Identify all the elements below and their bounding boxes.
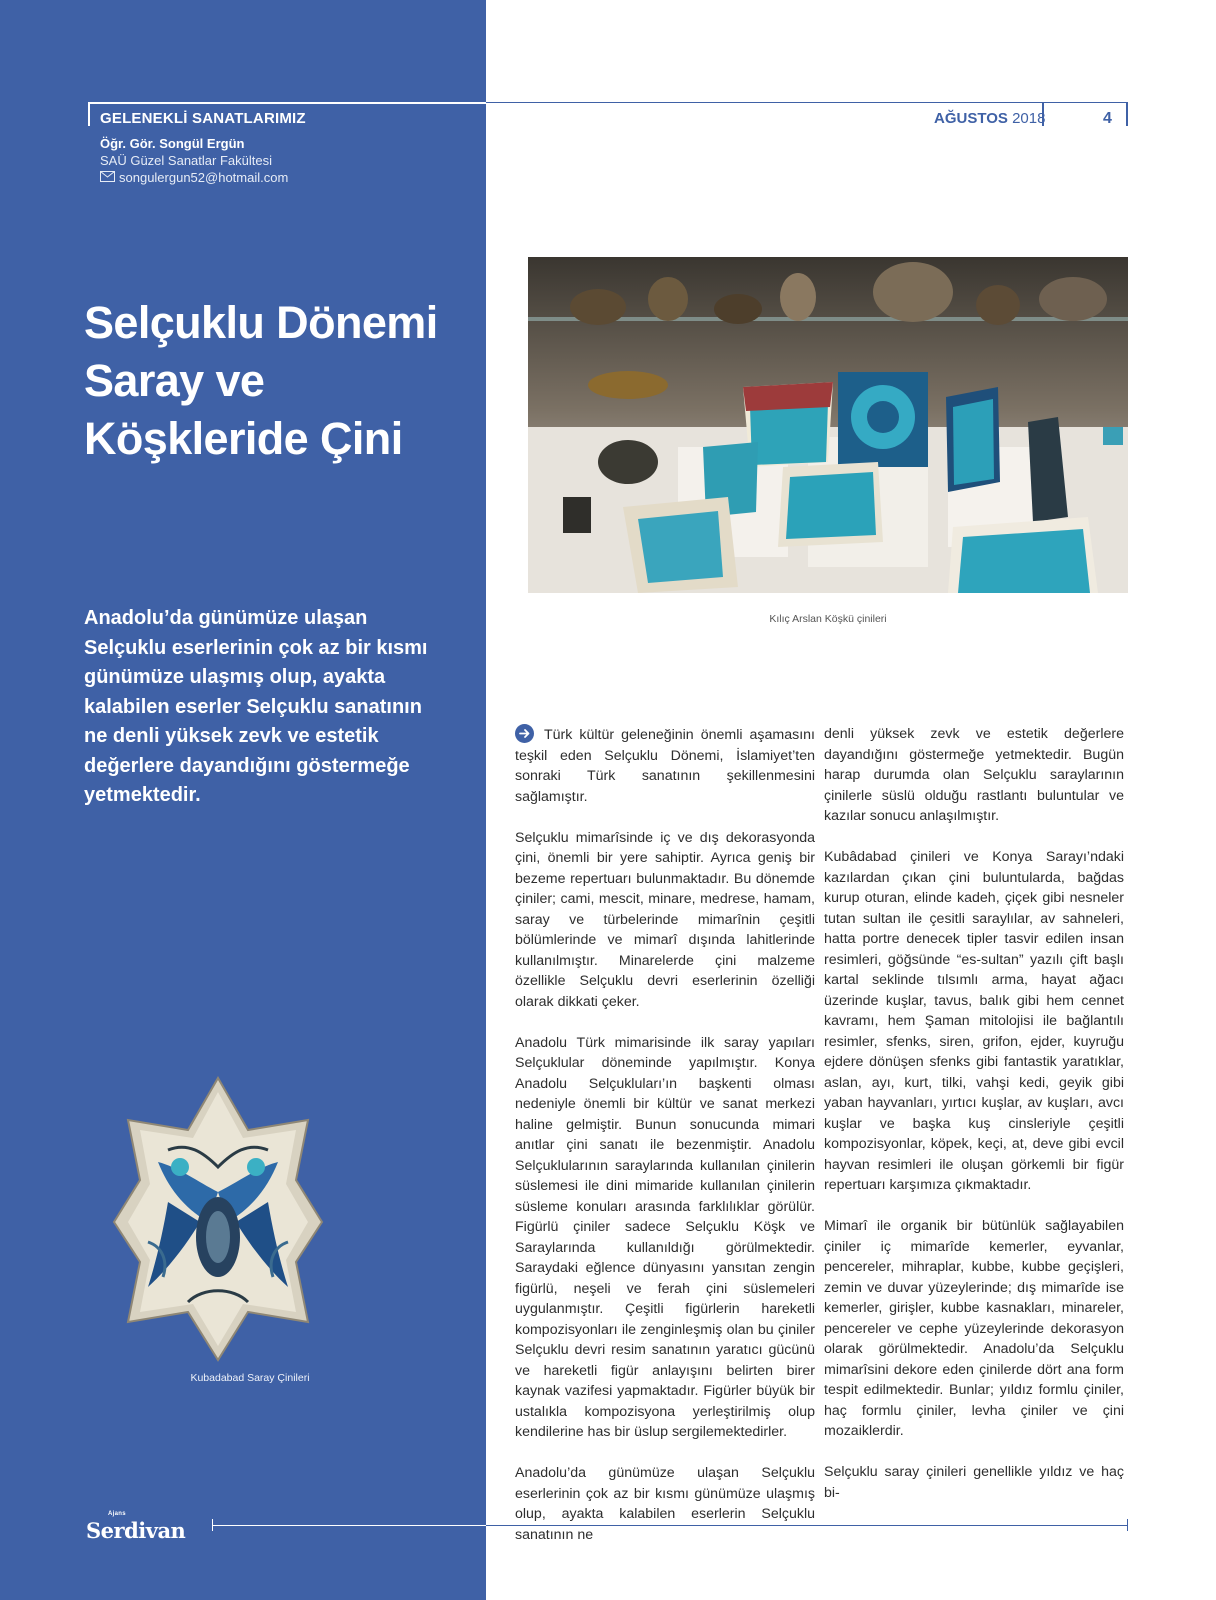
envelope-icon bbox=[100, 170, 115, 185]
section-name: GELENEKLİ SANATLARIMIZ bbox=[100, 110, 306, 127]
author-email[interactable] bbox=[100, 170, 288, 185]
issue-year: 2018 bbox=[1012, 110, 1046, 127]
paragraph: Mimarî ile organik bir bütünlük sağlayabilen çiniler iç mimarîde kemerler, eyvanlar, pencereler, mihraplar, kubbe, kubbe geçişleri, zemin ve duvar yüzeylerinde; dış mimarîde ise kemerler, girişler, kubbe kasnakları, minareler, pencereler ve cephe yüzeylerinde dekorasyon olarak görülmektedir. Anadolu’da Selçuklu mimarîsini dekore eden çinilerde dört ana form tespit edilmektedir. Bunlar; yıldız formlu çiniler, haç formlu çiniler, levha çiniler ve çini mozaiklerdir. bbox=[824, 1218, 1124, 1439]
page-number: 4 bbox=[1103, 110, 1112, 127]
logo-small-text: Ajans bbox=[108, 1511, 126, 1517]
paragraph: Selçuklu saray çinileri genellikle yıldız ve haç bi- bbox=[824, 1464, 1124, 1501]
title-line: Köşkleride Çini bbox=[84, 413, 403, 464]
text-column-1 bbox=[515, 724, 815, 1566]
star-tile-caption: Kubadabad Saray Çinileri bbox=[190, 1372, 310, 1384]
text-column-2 bbox=[824, 724, 1124, 1524]
arrow-right-icon bbox=[515, 724, 534, 743]
museum-tiles-photo bbox=[528, 257, 1128, 593]
header-rule bbox=[486, 102, 1128, 103]
footer-rule bbox=[212, 1525, 486, 1526]
footer-rule-tick bbox=[1127, 1519, 1128, 1531]
header-rule-tick bbox=[88, 102, 90, 126]
paragraph: Kubâdabad çinileri ve Konya Sarayı’ndaki kazılardan çıkan çini buluntularda, bağdas kurup oturan, elinde kadeh, çiçek gibi nesneler tutan sultan ile çesitli saraylılar, av sahneleri, hatta portre denecek tipler tasvir edilen insan resimleri, göğsünde “es-sultan” yazılı çift başlı kartal seklinde tılsımlı arma, hayat ağacı üzerinde kuşlar, tavus, balık gibi hem cennet kavramı, hem Şaman mitolojisi ile bağlantılı resimler, sfenks, siren, grifon, ejder, kuyruğu ejdere dönüşen sfenks gibi fantastik yaratıklar, aslan, ayı, kurt, tilki, vahşi kedi, geyik gibi yaban hayvanları, yırtıcı kuşlar, av kuşları, avcı kuşlar ve başka kuş cinsleriyle çeşitli kompozisyonlar, köpek, keçi, at, deve gibi evcil hayvan resimleri ile oluşan görkemli bir figür repertuarı karşımıza çıkmaktadır. bbox=[824, 849, 1124, 1193]
author-affiliation: SAÜ Güzel Sanatlar Fakültesi bbox=[100, 153, 272, 168]
paragraph: Anadolu’da günümüze ulaşan Selçuklu eserlerinin çok az bir kısmı günümüze ulaşmış olup, ayakta kalabilen eserlerin Selçuklu sanatının ne bbox=[515, 1465, 815, 1543]
title-line: Selçuklu Dönemi bbox=[84, 297, 438, 348]
issue-date bbox=[934, 110, 1045, 127]
footer-rule bbox=[486, 1525, 1128, 1526]
star-tile-image bbox=[108, 1072, 328, 1364]
header-rule-tick bbox=[1126, 102, 1128, 126]
lead-paragraph: Anadolu’da günümüze ulaşan Selçuklu eserlerinin çok az bir kısmı günümüze ulaşmış olup, ayakta kalabilen eserler Selçuklu sanatının ne denli yüksek zevk ve estetik değerlere dayandığını göstermeğe yetmektedir. bbox=[84, 607, 428, 806]
article-title bbox=[84, 294, 464, 468]
issue-month: AĞUSTOS bbox=[934, 110, 1008, 127]
author-email-text[interactable]: songulergun52@hotmail.com bbox=[119, 170, 289, 185]
title-line: Saray ve bbox=[84, 355, 265, 406]
photo-caption: Kılıç Arslan Köşkü çinileri bbox=[769, 613, 887, 625]
author-name: Öğr. Gör. Songül Ergün bbox=[100, 136, 245, 151]
paragraph: Selçuklu mimarîsinde iç ve dış dekorasyonda çini, önemli bir yere sahiptir. Ayrıca geniş bir bezeme repertuarı bulunmaktadır. Bu dönemde çiniler; cami, mescit, minare, medrese, hamam, saray ve türbelerinde mimarînin çeşitli bölümlerinde ve mimarî dışında lahitlerinde kullanılmıştır. Minarelerde çini malzeme özellikle Selçuklu devri eserlerinin özelliği olarak dikkati çeker. bbox=[515, 829, 815, 1010]
paragraph bbox=[515, 724, 815, 807]
paragraph: Anadolu Türk mimarisinde ilk saray yapıları Selçuklular döneminde yapılmıştır. Konya Anadolu Selçukluları’ın başkenti olması nedeniyle önemli bir kültür ve sanat merkezi haline gelmiştir. Bunun sonucunda mimari anıtlar çini sanatı ile bezenmiştir. Anadolu Selçuklularının saraylarında kullanılan çinilerin süslemesi ile dini mimaride kullanılan çinilerin süsleme konuları arasında farklılıklar görülür. Figürlü çiniler sadece Selçuklu Köşk ve Saraylarında kullanıldığı görülmektedir. Saraydaki eğlence dünyasını yansıtan zengin figürlü, neşeli ve ferah çini süslemeleri uygulanmıştır. Çeşitli figürlerin hareketli kompozisyonları ile zenginleşmiş olan bu çiniler Selçuklu devri resim sanatının yaratıcı gücünü ve hareketli figür anlayışını belirten birer kaynak vazifesi yapmaktadır. Figürler büyük bir ustalıkla kompozisyona yerleştirilmiş olup kendilerine has bir üslup sergilemektedirler. bbox=[515, 1034, 815, 1440]
paragraph: denli yüksek zevk ve estetik değerlere dayandığını göstermeğe yetmektedir. Bugün harap durumda olan Selçuklu saraylarının çinilerle süslü olduğu rastlantı buluntular ve kazılar sonucu anlaşılmıştır. bbox=[824, 726, 1124, 824]
logo-text: Serdivan bbox=[86, 1518, 186, 1543]
header-rule bbox=[88, 102, 486, 104]
paragraph-text: Türk kültür geleneğinin önemli aşamasını teşkil eden Selçuklu Dönemi, İslamiyet’ten sonraki Türk sanatının şekillenmesini sağlamıştır. bbox=[515, 727, 815, 805]
